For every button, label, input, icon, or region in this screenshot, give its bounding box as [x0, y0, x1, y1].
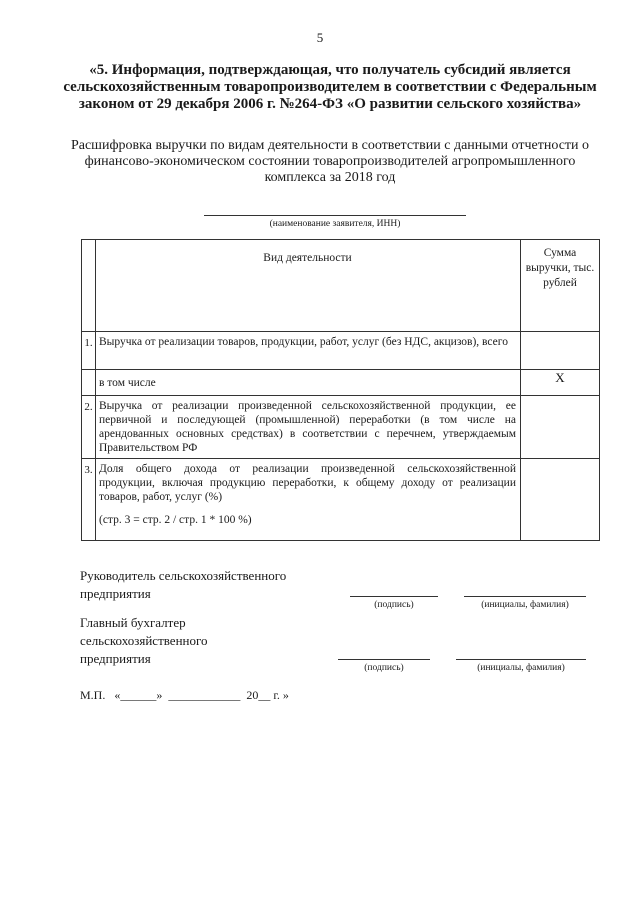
- row-text: в том числе: [96, 370, 521, 396]
- accountant-name-line[interactable]: [456, 659, 586, 660]
- row-number: 3.: [82, 459, 96, 541]
- row-text-cell: [96, 459, 521, 541]
- accountant-signature-label: Главный бухгалтер сельскохозяйственного предприятия: [80, 615, 208, 666]
- row-sum[interactable]: [521, 396, 600, 459]
- revenue-table: [81, 239, 600, 541]
- page-number: 5: [316, 30, 324, 45]
- table-row: [82, 396, 600, 459]
- row-number: [82, 370, 96, 396]
- accountant-name-caption: (инициалы, фамилия): [477, 663, 565, 673]
- stamp-date-line: М.П. «______» ____________ 20__ г. »: [80, 688, 289, 702]
- head-signature-caption: (подпись): [374, 600, 414, 610]
- row-number: 1.: [82, 332, 96, 370]
- applicant-field-line[interactable]: [204, 215, 466, 216]
- head-signature-label: Руководитель сельскохозяйственного предприятия: [80, 568, 287, 601]
- document-title: «5. Информация, подтверждающая, что получатель субсидий является сельскохозяйственным товаропроизводителем в соответствии с Федеральным законом от 29 декабря 2006 г. №264-ФЗ «О развитии сельского хозяйства»: [63, 62, 597, 112]
- header-num-cell: [82, 240, 96, 332]
- header-sum: Сумма выручки, тыс. рублей: [521, 240, 600, 332]
- row-text: Выручка от реализации произведенной сельскохозяйственной продукции, ее первичной и последующей (промышленной) переработки (в том числе на арендованных основных средствах) в соответствии с перечнем, утверждаемым Правительством РФ: [96, 396, 521, 459]
- table-header-row: [82, 240, 600, 332]
- head-name-caption: (инициалы, фамилия): [481, 600, 569, 610]
- applicant-caption: (наименование заявителя, ИНН): [269, 219, 401, 229]
- accountant-signature-caption: (подпись): [364, 663, 404, 673]
- table-row: [82, 459, 600, 541]
- row-sum: X: [521, 370, 600, 396]
- head-name-line[interactable]: [464, 596, 586, 597]
- document-subtitle: Расшифровка выручки по видам деятельности в соответствии с данными отчетности о финансово-экономическом состоянии товаропроизводителей агропромышленного комплекса за 2018 год: [70, 138, 590, 185]
- row-sum[interactable]: [521, 332, 600, 370]
- table-row: [82, 332, 600, 370]
- row-sum[interactable]: [521, 459, 600, 541]
- row-text: Доля общего дохода от реализации произведенной сельскохозяйственной продукции, включая продукцию переработки, к общему доходу от реализации товаров, работ, услуг (%): [99, 463, 516, 503]
- table-row: [82, 370, 600, 396]
- row-formula: (стр. 3 = стр. 2 / стр. 1 * 100 %): [99, 514, 252, 526]
- row-text: Выручка от реализации товаров, продукции, работ, услуг (без НДС, акцизов), всего: [96, 332, 521, 370]
- accountant-signature-line[interactable]: [338, 659, 430, 660]
- head-signature-line[interactable]: [350, 596, 438, 597]
- row-number: 2.: [82, 396, 96, 459]
- header-activity: Вид деятельности: [96, 240, 521, 332]
